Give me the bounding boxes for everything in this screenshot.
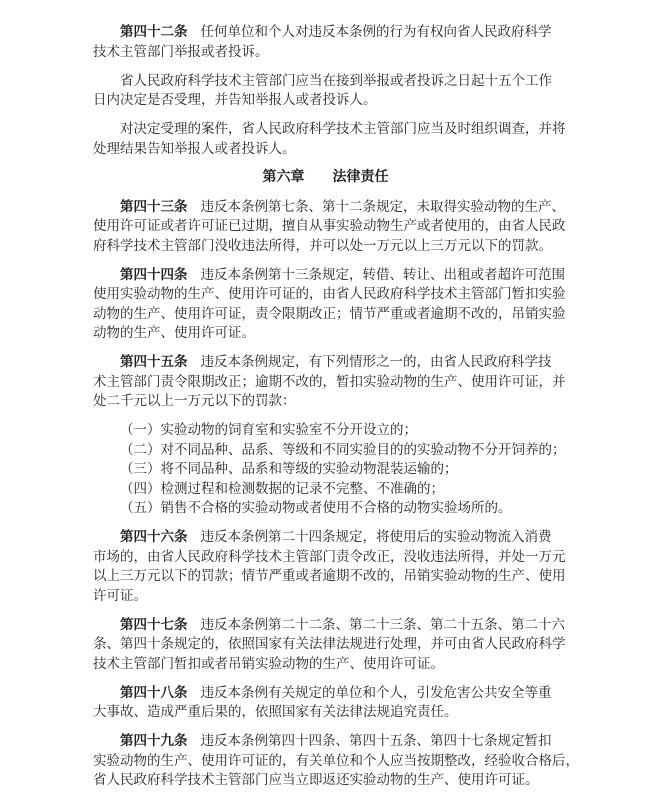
paragraph-line: 许可证。	[93, 587, 147, 603]
article-number: 第四十二条	[120, 24, 188, 39]
article-paragraph	[93, 731, 579, 790]
paragraph-line: 省人民政府科学技术主管部门应当在接到举报或者投诉之日起十五个工作	[120, 72, 552, 88]
article-number: 第四十八条	[120, 684, 188, 700]
paragraph-line: 违反本条例第四十四条、第四十五条、第四十七条规定暂扣	[200, 733, 552, 748]
paragraph-first-line	[93, 71, 558, 91]
paragraph-line: 技术主管部门暂扣或者吊销实验动物的生产、使用许可证。	[93, 655, 444, 671]
article-paragraph	[93, 352, 566, 411]
article-number: 第四十四条	[120, 266, 188, 282]
paragraph-line: 违反本条例第二十二条、第二十三条、第二十五条、第二十六	[200, 616, 565, 632]
paragraph-first-line	[93, 683, 558, 703]
list-item: （一）实验动物的饲育室和实验室不分开设立的；	[120, 422, 417, 437]
list-item: （五）销售不合格的实验动物或者使用不合格的动物实验场所的。	[120, 500, 512, 515]
paragraph-first-line	[93, 119, 566, 139]
article-paragraph	[93, 197, 566, 256]
paragraph-line: 实验动物的生产、使用许可证的，有关单位和个人应当按期整改，经验收合格后，	[93, 752, 579, 768]
list-item: （四）检测过程和检测数据的记录不完整、不准确的；	[120, 480, 444, 496]
article-number: 第四十七条	[120, 616, 188, 632]
paragraph-first-line	[93, 527, 558, 547]
list-item: （二）对不同品种、品系、等级和不同实验目的的实验动物不分开饲养的；	[120, 441, 566, 457]
chapter-heading: 第六章 法律责任	[262, 169, 389, 185]
paragraph-line: 处二千元以上一万元以下的罚款：	[93, 393, 296, 408]
article-number: 第四十五条	[120, 354, 188, 369]
article-paragraph	[93, 615, 566, 674]
article-number: 第四十九条	[120, 733, 188, 748]
paragraph-line: 动物的生产、使用许可证，责令限期改正；情节严重或者逾期不改的，吊销实验	[93, 305, 566, 321]
paragraph-line: 对决定受理的案件，省人民政府科学技术主管部门应当及时组织调查，并将	[120, 121, 566, 136]
paragraph-line: 使用许可证或者许可证已过期，擅自从事实验动物生产或者使用的，由省人民政	[93, 218, 566, 233]
paragraph-line: 省人民政府科学技术主管部门应当立即返还实验动物的生产、使用许可证。	[93, 772, 539, 787]
list-item: （三）将不同品种、品系和等级的实验动物混装运输的；	[120, 461, 458, 476]
paragraph-line: 违反本条例有关规定的单位和个人，引发危害公共安全等重	[200, 684, 552, 700]
paragraph-first-line	[93, 352, 558, 372]
paragraph-line: 违反本条例第二十四条规定，将使用后的实验动物流入消费	[200, 529, 552, 544]
paragraph-first-line	[93, 22, 558, 42]
paragraph-line: 以上三万元以下的罚款；情节严重或者逾期不改的，吊销实验动物的生产、使用	[93, 568, 566, 583]
list-block	[93, 420, 566, 518]
paragraph-line: 违反本条例规定，有下列情形之一的，由省人民政府科学技	[200, 354, 552, 369]
plain-paragraph	[93, 119, 566, 158]
paragraph-line: 动物的生产、使用许可证。	[93, 325, 255, 340]
paragraph-line: 日内决定是否受理，并告知举报人或者投诉人。	[93, 92, 377, 107]
article-number: 第四十三条	[120, 198, 188, 214]
paragraph-line: 违反本条例第七条、第十二条规定，未取得实验动物的生产、	[200, 198, 565, 214]
paragraph-line: 市场的，由省人民政府科学技术主管部门责令改正，没收违法所得，并处一万元	[93, 548, 566, 564]
paragraph-line: 大事故、造成严重后果的，依照国家有关法律法规追究责任。	[93, 704, 458, 719]
paragraph-first-line	[93, 265, 565, 285]
article-number: 第四十六条	[120, 529, 188, 544]
article-paragraph	[93, 683, 558, 722]
article-paragraph	[93, 265, 566, 343]
article-paragraph	[93, 22, 558, 61]
paragraph-line: 使用实验动物的生产、使用许可证的，由省人民政府科学技术主管部门暂扣实验	[93, 286, 566, 301]
paragraph-line: 技术主管部门举报或者投诉。	[93, 43, 269, 59]
plain-paragraph	[93, 71, 558, 110]
paragraph-first-line	[93, 615, 565, 635]
paragraph-first-line	[93, 197, 565, 217]
paragraph-line: 违反本条例第十三条规定，转借、转让、出租或者超许可范围	[200, 266, 565, 282]
paragraph-line: 术主管部门责令限期改正；逾期不改的，暂扣实验动物的生产、使用许可证，并	[93, 373, 566, 389]
paragraph-first-line	[93, 731, 558, 751]
paragraph-line: 处理结果告知举报人或者投诉人。	[93, 140, 296, 156]
article-paragraph	[93, 527, 566, 605]
paragraph-line: 任何单位和个人对违反本条例的行为有权向省人民政府科学	[200, 24, 552, 39]
paragraph-line: 条、第四十条规定的，依照国家有关法律法规进行处理，并可由省人民政府科学	[93, 636, 566, 651]
paragraph-line: 府科学技术主管部门没收违法所得，并可以处一万元以上三万元以下的罚款。	[93, 237, 552, 253]
